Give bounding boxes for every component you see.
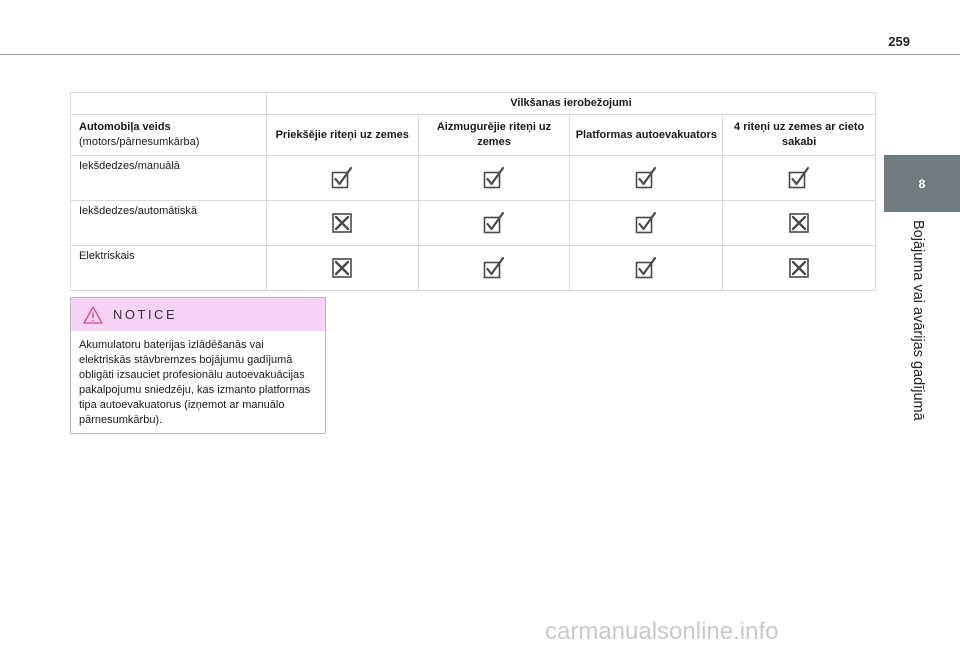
table-row <box>71 156 876 201</box>
row-label: Elektriskais <box>71 246 267 291</box>
page-number: 259 <box>888 34 910 49</box>
checkmark-box-icon <box>482 211 506 235</box>
allowed-cell <box>266 156 418 201</box>
notice-text: Akumulatoru baterijas izlādēšanās vai elektriskās stāvbremzes bojājumu gadījumā obligāti izsauciet profesionālu autoevakuācijas pakalpojumu sniedzēju, kas izmanto platformas tipa autoevakuatorus (izņemot ar manuālo pārnesumkārbu). <box>79 339 311 426</box>
not-allowed-cell <box>723 201 876 246</box>
checkmark-box-icon <box>634 256 658 280</box>
cross-box-icon <box>787 211 811 235</box>
column-header: Priekšējie riteņi uz zemes <box>266 115 418 156</box>
allowed-cell <box>418 201 570 246</box>
vehicle-type-title: Automobiļa veids <box>79 121 171 133</box>
watermark: carmanualsonline.info <box>545 618 779 645</box>
row-label: Iekšdedzes/manuālā <box>71 156 267 201</box>
table-row <box>71 201 876 246</box>
chapter-tab[interactable] <box>884 155 960 212</box>
column-header: Aizmugurējie riteņi uz zemes <box>418 115 570 156</box>
notice-header <box>71 298 325 331</box>
column-header: Platformas autoevakuators <box>570 115 723 156</box>
vehicle-type-header <box>71 115 267 156</box>
allowed-cell <box>570 246 723 291</box>
checkmark-box-icon <box>330 166 354 190</box>
table-corner <box>71 93 267 115</box>
notice-box <box>70 297 326 434</box>
notice-title: NOTICE <box>113 307 178 322</box>
chapter-number: 8 <box>918 176 926 191</box>
table-row <box>71 246 876 291</box>
checkmark-box-icon <box>634 166 658 190</box>
checkmark-box-icon <box>787 166 811 190</box>
cross-box-icon <box>330 211 354 235</box>
cross-box-icon <box>787 256 811 280</box>
warning-triangle-icon <box>83 306 103 324</box>
checkmark-box-icon <box>482 166 506 190</box>
checkmark-box-icon <box>482 256 506 280</box>
row-label: Iekšdedzes/automātiskā <box>71 201 267 246</box>
checkmark-box-icon <box>634 211 658 235</box>
allowed-cell <box>723 156 876 201</box>
towing-restrictions-table <box>70 92 876 291</box>
column-header: 4 riteņi uz zemes ar cieto sakabi <box>723 115 876 156</box>
group-header: Vilkšanas ierobežojumi <box>266 93 875 115</box>
allowed-cell <box>418 156 570 201</box>
allowed-cell <box>570 201 723 246</box>
vehicle-type-subtitle: (motors/pārnesumkārba) <box>79 136 200 148</box>
chapter-title: Bojājuma vai avārijas gadījumā <box>910 220 926 421</box>
not-allowed-cell <box>266 246 418 291</box>
cross-box-icon <box>330 256 354 280</box>
allowed-cell <box>570 156 723 201</box>
top-rule <box>0 54 960 55</box>
not-allowed-cell <box>266 201 418 246</box>
not-allowed-cell <box>723 246 876 291</box>
allowed-cell <box>418 246 570 291</box>
